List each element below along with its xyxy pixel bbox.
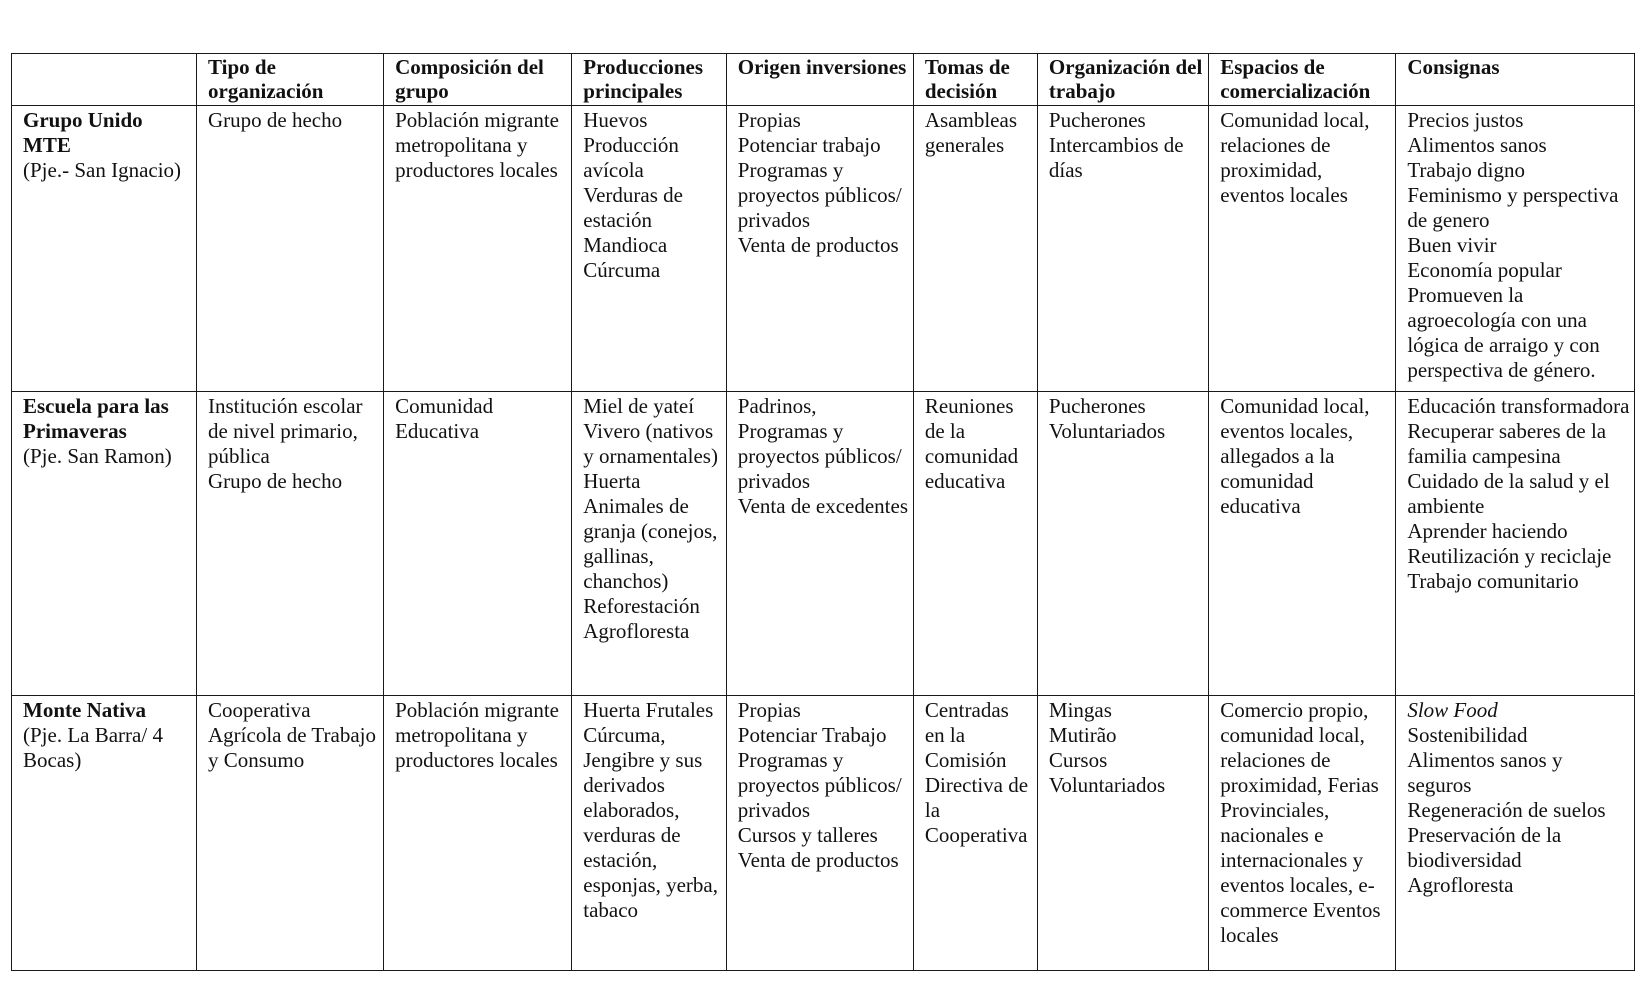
row-label-cell bbox=[12, 392, 197, 696]
cell-decision: Reuniones de la comunidad educativa bbox=[913, 392, 1037, 696]
header-row bbox=[12, 54, 1635, 106]
header-decision: Tomas de decisión bbox=[913, 54, 1037, 106]
cell-comercializacion: Comercio propio, comunidad local, relaciones de proximidad, Ferias Provinciales, nacionales e internacionales y eventos locales, e-commerce Eventos locales bbox=[1209, 696, 1396, 971]
list-item: Preservación de la biodiversidad bbox=[1407, 823, 1562, 872]
list-item: Potenciar Trabajo bbox=[737, 723, 887, 747]
cell-consignas bbox=[1396, 392, 1635, 696]
list-item: Miel de yateí bbox=[583, 394, 695, 418]
list-item: Cursos y talleres bbox=[737, 823, 878, 847]
cell-composicion: Población migrante metropolitana y productores locales bbox=[384, 106, 572, 392]
cell-composicion: Comunidad Educativa bbox=[384, 392, 572, 696]
cell-consignas bbox=[1396, 106, 1635, 392]
list-item: Trabajo digno bbox=[1407, 158, 1525, 182]
header-comercializacion: Espacios de comercialización bbox=[1209, 54, 1396, 106]
table-row-grupo-unido bbox=[12, 106, 1635, 392]
table-row-escuela bbox=[12, 392, 1635, 696]
list-item: Institución escolar de nivel primario, pública bbox=[208, 394, 363, 468]
list-item: Reforestación bbox=[583, 594, 700, 618]
list-item: Agrofloresta bbox=[1407, 873, 1514, 897]
cell-tipo bbox=[197, 392, 384, 696]
list-item: Programas y proyectos públicos/ privados bbox=[737, 158, 902, 232]
row-label-cell bbox=[12, 106, 197, 392]
cell-trabajo bbox=[1037, 392, 1208, 696]
list-item: Verduras de estación bbox=[583, 183, 683, 232]
list-item: Mutirão bbox=[1048, 723, 1117, 747]
header-producciones: Producciones principales bbox=[572, 54, 727, 106]
list-item: Aprender haciendo bbox=[1407, 519, 1568, 543]
list-item: Feminismo y perspectiva de genero bbox=[1407, 183, 1619, 232]
list-item: Regeneración de suelos bbox=[1407, 798, 1606, 822]
list-item: Venta de productos bbox=[737, 233, 899, 257]
list-item: Slow Food bbox=[1407, 698, 1498, 722]
list-item: Cuidado de la salud y el ambiente bbox=[1407, 469, 1610, 518]
list-item: Huerta bbox=[583, 469, 641, 493]
header-trabajo: Organización del trabajo bbox=[1037, 54, 1208, 106]
list-item: Animales de granja (conejos, gallinas, chanchos) bbox=[583, 494, 718, 593]
list-item: Precios justos bbox=[1407, 108, 1524, 132]
list-item: Programas y proyectos públicos/ privados bbox=[737, 419, 902, 493]
header-composicion: Composición del grupo bbox=[384, 54, 572, 106]
cell-tipo: Grupo de hecho bbox=[197, 106, 384, 392]
cell-comercializacion: Comunidad local, eventos locales, allegados a la comunidad educativa bbox=[1209, 392, 1396, 696]
row-location: (Pje.- San Ignacio) bbox=[23, 158, 182, 182]
cell-tipo: Cooperativa Agrícola de Trabajo y Consumo bbox=[197, 696, 384, 971]
row-label-cell bbox=[12, 696, 197, 971]
cell-inversiones bbox=[726, 106, 913, 392]
cell-inversiones bbox=[726, 392, 913, 696]
list-item: Voluntariados bbox=[1048, 773, 1166, 797]
list-item: Recuperar saberes de la familia campesina bbox=[1407, 419, 1607, 468]
list-item: Promueven la agroecología con una lógica de arraigo y con perspectiva de género. bbox=[1407, 283, 1600, 382]
list-item: Vivero (nativos y ornamentales) bbox=[583, 419, 718, 468]
row-location: (Pje. San Ramon) bbox=[23, 444, 172, 468]
list-item: Huevos bbox=[583, 108, 648, 132]
cell-trabajo bbox=[1037, 696, 1208, 971]
list-item: Educación transformadora bbox=[1407, 394, 1630, 418]
list-item: Agrofloresta bbox=[583, 619, 690, 643]
comparison-table bbox=[11, 53, 1635, 971]
header-tipo: Tipo de organización bbox=[197, 54, 384, 106]
cell-inversiones bbox=[726, 696, 913, 971]
list-item: Propias bbox=[737, 698, 801, 722]
list-item: Alimentos sanos y seguros bbox=[1407, 748, 1563, 797]
cell-producciones: Huerta Frutales Cúrcuma, Jengibre y sus derivados elaborados, verduras de estación, esponjas, yerba, tabaco bbox=[572, 696, 727, 971]
header-inversiones: Origen inversiones bbox=[726, 54, 913, 106]
cell-composicion: Población migrante metropolitana y productores locales bbox=[384, 696, 572, 971]
list-item: Venta de productos bbox=[737, 848, 899, 872]
list-item: Cúrcuma bbox=[583, 258, 661, 282]
list-item: Potenciar trabajo bbox=[737, 133, 881, 157]
header-empty bbox=[12, 54, 197, 106]
list-item: Economía popular bbox=[1407, 258, 1562, 282]
header-consignas: Consignas bbox=[1396, 54, 1635, 106]
list-item: Trabajo comunitario bbox=[1407, 569, 1579, 593]
list-item: Venta de excedentes bbox=[737, 494, 909, 518]
list-item: Propias bbox=[737, 108, 801, 132]
list-item: Cursos bbox=[1048, 748, 1108, 772]
list-item: Voluntariados bbox=[1048, 419, 1166, 443]
list-item: Buen vivir bbox=[1407, 233, 1497, 257]
row-name: Escuela para las Primaveras bbox=[23, 394, 169, 443]
cell-trabajo bbox=[1037, 106, 1208, 392]
cell-consignas bbox=[1396, 696, 1635, 971]
cell-producciones bbox=[572, 392, 727, 696]
list-item: Pucherones bbox=[1048, 394, 1146, 418]
row-name: Grupo Unido MTE bbox=[23, 108, 143, 157]
row-location: (Pje. La Barra/ 4 Bocas) bbox=[23, 723, 163, 772]
list-item: Programas y proyectos públicos/ privados bbox=[737, 748, 902, 822]
list-item: Producción avícola bbox=[583, 133, 679, 182]
row-name: Monte Nativa bbox=[23, 698, 147, 722]
list-item: Alimentos sanos bbox=[1407, 133, 1547, 157]
cell-comercializacion: Comunidad local, relaciones de proximidad, eventos locales bbox=[1209, 106, 1396, 392]
list-item: Padrinos, bbox=[737, 394, 817, 418]
list-item: Reutilización y reciclaje bbox=[1407, 544, 1612, 568]
table-row-monte-nativa bbox=[12, 696, 1635, 971]
list-item: Grupo de hecho bbox=[208, 469, 343, 493]
cell-producciones bbox=[572, 106, 727, 392]
list-item: Sostenibilidad bbox=[1407, 723, 1528, 747]
list-item: Mingas bbox=[1048, 698, 1112, 722]
list-item: Mandioca bbox=[583, 233, 668, 257]
cell-decision: Asambleas generales bbox=[913, 106, 1037, 392]
cell-decision: Centradas en la Comisión Directiva de la Cooperativa bbox=[913, 696, 1037, 971]
list-item: Intercambios de días bbox=[1048, 133, 1184, 182]
list-item: Pucherones bbox=[1048, 108, 1146, 132]
